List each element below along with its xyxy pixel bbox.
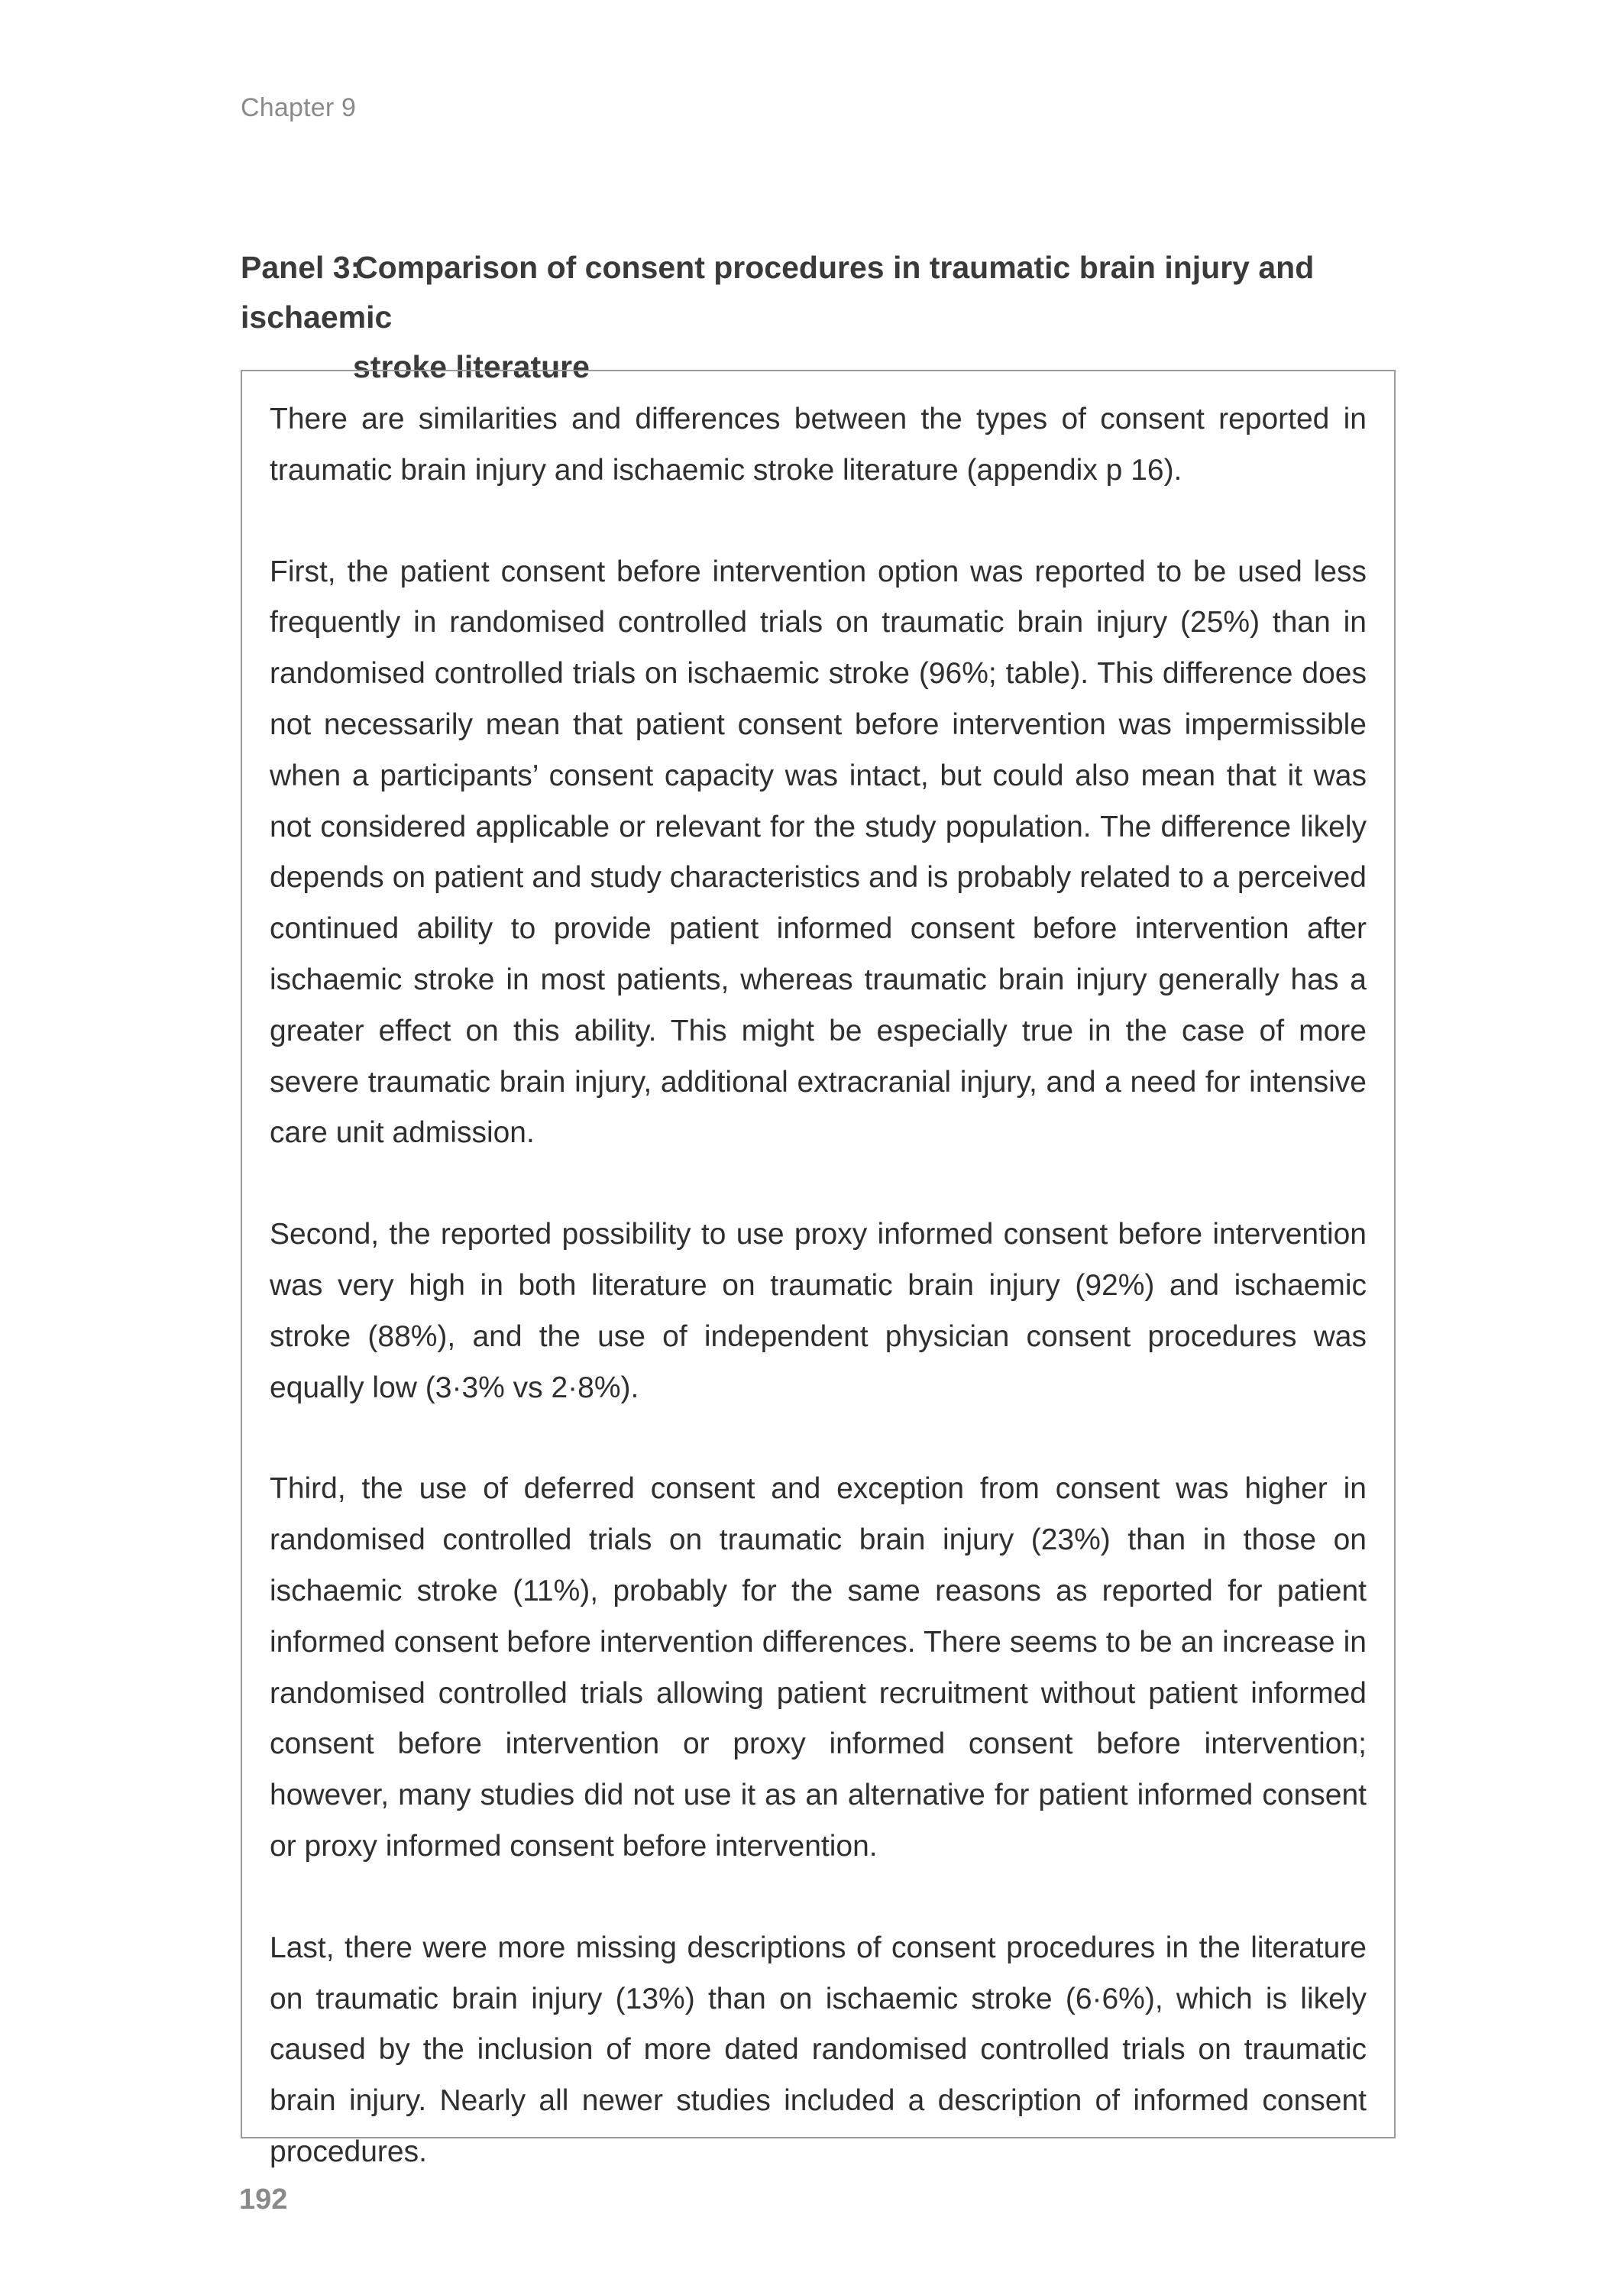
panel-title-line-1 xyxy=(241,243,1402,342)
paragraph-first: First, the patient consent before intervention option was reported to be used less frequently in randomised controlled trials on traumatic brain injury (25%) than in randomised controlled trials on ischaemic stroke (96%; table). This difference does not necessarily mean that patient consent before intervention was impermissible when a participants’ consent capacity was intact, but could also mean that it was not considered applicable or relevant for the study population. The difference likely depends on patient and study characteristics and is probably related to a perceived continued ability to provide patient informed consent before intervention after ischaemic stroke in most patients, whereas traumatic brain injury generally has a greater effect on this ability. This might be especially true in the case of more severe traumatic brain injury, additional extracranial injury, and a need for intensive care unit admission. xyxy=(270,555,1367,1150)
panel-title-text-1: Comparison of consent procedures in traumatic brain injury and ischaemic xyxy=(241,250,1315,335)
panel-title-line-2: stroke literature xyxy=(353,349,590,384)
page-number: 192 xyxy=(239,2184,288,2216)
paragraph-second: Second, the reported possibility to use proxy informed consent before intervention was very high in both literature on traumatic brain injury (92%) and ischaemic stroke (88%), and the use of independent physician consent procedures was equally low (3·3% vs 2·8%). xyxy=(270,1218,1367,1404)
panel-box xyxy=(241,370,1396,2168)
paragraph-third: Third, the use of deferred consent and exception from consent was higher in randomised controlled trials on traumatic brain injury (23%) than in those on ischaemic stroke (11%), probably for the same reasons as reported for patient informed consent before intervention differences. There seems to be an increase in randomised controlled trials allowing patient recruitment without patient informed consent before intervention or proxy informed consent before intervention; however, many studies did not use it as an alternative for patient informed consent or proxy informed consent before intervention. xyxy=(270,1472,1367,1863)
paragraph-last: Last, there were more missing descriptions of consent procedures in the literature on traumatic brain injury (13%) than on ischaemic stroke (6·6%), which is likely caused by the inclusion of more dated randomised controlled trials on traumatic brain injury. Nearly all newer studies included a description of informed consent procedures. xyxy=(270,1931,1367,2168)
running-head: Chapter 9 xyxy=(241,93,357,122)
paragraph-intro: There are similarities and differences between the types of consent reported in traumatic brain injury and ischaemic stroke literature (appendix p 16). xyxy=(270,403,1367,487)
panel-label: Panel 3: xyxy=(241,250,361,285)
